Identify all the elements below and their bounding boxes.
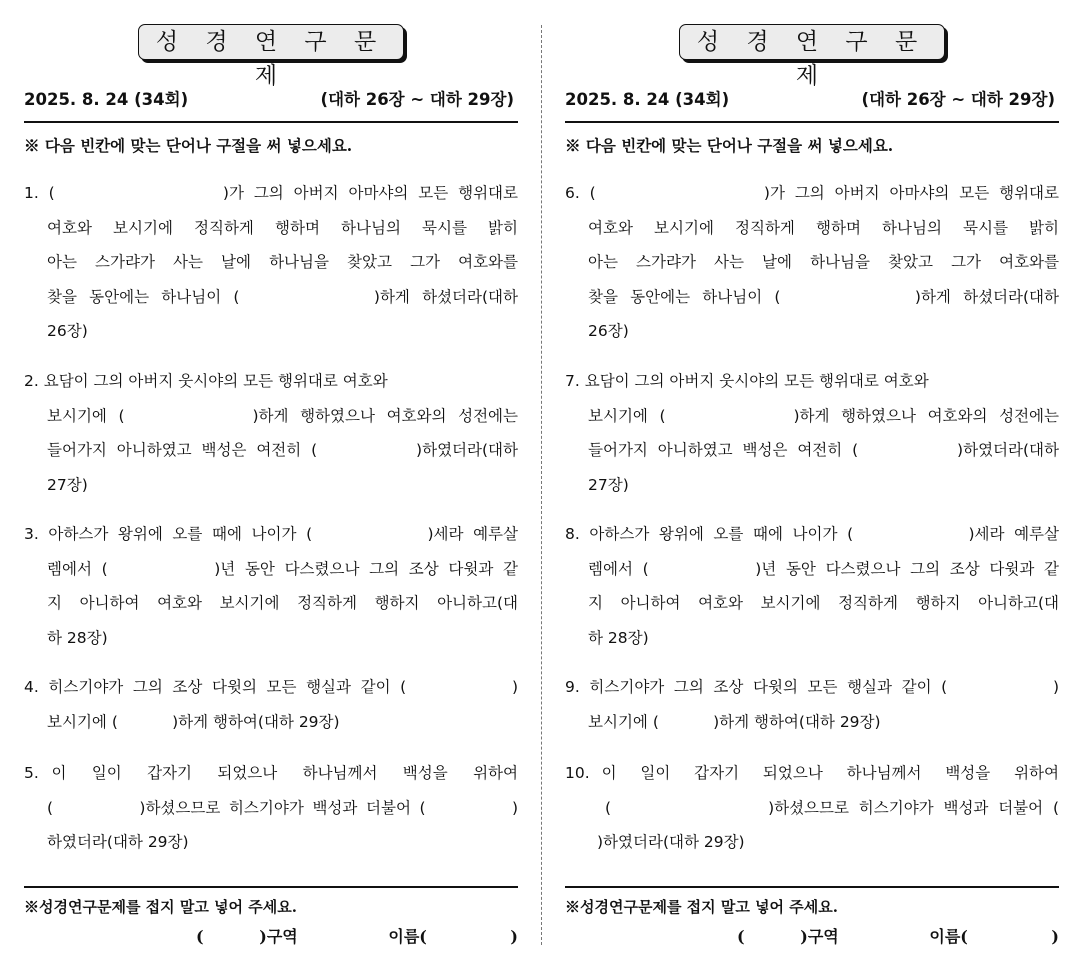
question-line: 1. ( )가 그의 아버지 아마샤의 모든 행위대로 <box>24 184 518 202</box>
question-line: 26장) <box>588 322 629 340</box>
question-line: 찾을 동안에는 하나님이 ( )하게 하셨더라(대하 <box>588 287 1059 306</box>
sheet-title: 성 경 연 구 문 제 <box>138 24 404 60</box>
question-2 <box>24 364 518 502</box>
question-line: 8. 아하스가 왕위에 오를 때에 나이가 ( )세라 예루살 <box>565 525 1059 543</box>
question-line: 하였더라(대하 29장) <box>47 833 189 851</box>
question-line: 5. 이 일이 갑자기 되었으나 하나님께서 백성을 위하여 <box>24 764 518 782</box>
question-7 <box>565 364 1059 502</box>
question-9 <box>565 670 1059 739</box>
question-line: ( )하셨으므로 히스기야가 백성과 더불어 ( ) <box>47 798 518 817</box>
question-line: 지 아니하여 여호와 보시기에 정직하게 행하지 아니하고(대 <box>588 594 1059 612</box>
footer-note: ※성경연구문제를 접지 말고 넣어 주세요. <box>565 898 838 916</box>
question-line: 아는 스가랴가 사는 날에 하나님을 찾았고 그가 여호와를 <box>47 253 518 271</box>
left-sheet <box>0 0 520 973</box>
question-4 <box>24 670 518 739</box>
sheet-title: 성 경 연 구 문 제 <box>679 24 945 60</box>
question-line: 27장) <box>588 475 629 494</box>
question-line: 하 28장) <box>588 628 649 647</box>
sheet-range: (대하 26장 ~ 대하 29장) <box>861 90 1055 109</box>
question-line: 하 28장) <box>47 628 108 647</box>
question-line: 렘에서 ( )년 동안 다스렸으나 그의 조상 다윗과 같 <box>588 559 1059 578</box>
name-field: 이름( ) <box>388 927 518 946</box>
footer-rule <box>565 886 1059 888</box>
question-line: )하였더라(대하 29장) <box>597 833 745 851</box>
question-line: 찾을 동안에는 하나님이 ( )하게 하셨더라(대하 <box>47 287 518 306</box>
header-rule <box>24 121 518 123</box>
question-6 <box>565 176 1059 349</box>
question-line: 보시기에 ( )하게 행하였으나 여호와의 성전에는 <box>47 406 518 425</box>
question-line: 2. 요담이 그의 아버지 웃시야의 모든 행위대로 여호와 <box>24 372 388 390</box>
question-line: 여호와 보시기에 정직하게 행하며 하나님의 묵시를 밝히 <box>47 218 518 237</box>
question-line: 27장) <box>47 475 88 494</box>
header-rule <box>565 121 1059 123</box>
question-line: 들어가지 아니하였고 백성은 여전히 ( )하였더라(대하 <box>588 441 1059 459</box>
footer-note: ※성경연구문제를 접지 말고 넣어 주세요. <box>24 898 297 916</box>
question-line: 4. 히스기야가 그의 조상 다윗의 모든 행실과 같이 ( ) <box>24 678 518 696</box>
instruction: ※ 다음 빈칸에 맞는 단어나 구절을 써 넣으세요. <box>24 136 353 155</box>
question-line: 3. 아하스가 왕위에 오를 때에 나이가 ( )세라 예루살 <box>24 525 518 543</box>
name-field: 이름( ) <box>929 927 1059 946</box>
right-sheet <box>541 0 1061 973</box>
question-line: 아는 스가랴가 사는 날에 하나님을 찾았고 그가 여호와를 <box>588 253 1059 271</box>
question-line: 여호와 보시기에 정직하게 행하며 하나님의 묵시를 밝히 <box>588 218 1059 237</box>
question-line: 9. 히스기야가 그의 조상 다윗의 모든 행실과 같이 ( ) <box>565 678 1059 696</box>
question-line: 26장) <box>47 322 88 340</box>
footer-rule <box>24 886 518 888</box>
question-line: 들어가지 아니하였고 백성은 여전히 ( )하였더라(대하 <box>47 441 518 459</box>
district-field: ( )구역 <box>196 927 298 946</box>
question-line: 7. 요담이 그의 아버지 웃시야의 모든 행위대로 여호와 <box>565 372 929 390</box>
question-1 <box>24 176 518 349</box>
question-line: 보시기에 ( )하게 행하여(대하 29장) <box>47 712 340 731</box>
sheet-date: 2025. 8. 24 (34회) <box>565 90 730 109</box>
question-line: 6. ( )가 그의 아버지 아마샤의 모든 행위대로 <box>565 184 1059 202</box>
question-5 <box>24 756 518 860</box>
question-10 <box>565 756 1059 860</box>
sheet-range: (대하 26장 ~ 대하 29장) <box>320 90 514 109</box>
question-line: ( )하셨으므로 히스기야가 백성과 더불어 ( <box>605 798 1059 817</box>
sheet-date: 2025. 8. 24 (34회) <box>24 90 189 109</box>
question-3 <box>24 517 518 655</box>
question-line: 보시기에 ( )하게 행하여(대하 29장) <box>588 712 881 731</box>
question-line: 지 아니하여 여호와 보시기에 정직하게 행하지 아니하고(대 <box>47 594 518 612</box>
question-line: 보시기에 ( )하게 행하였으나 여호와의 성전에는 <box>588 406 1059 425</box>
question-line: 10. 이 일이 갑자기 되었으나 하나님께서 백성을 위하여 <box>565 764 1059 782</box>
instruction: ※ 다음 빈칸에 맞는 단어나 구절을 써 넣으세요. <box>565 136 894 155</box>
district-field: ( )구역 <box>737 927 839 946</box>
question-8 <box>565 517 1059 655</box>
question-line: 렘에서 ( )년 동안 다스렸으나 그의 조상 다윗과 같 <box>47 559 518 578</box>
